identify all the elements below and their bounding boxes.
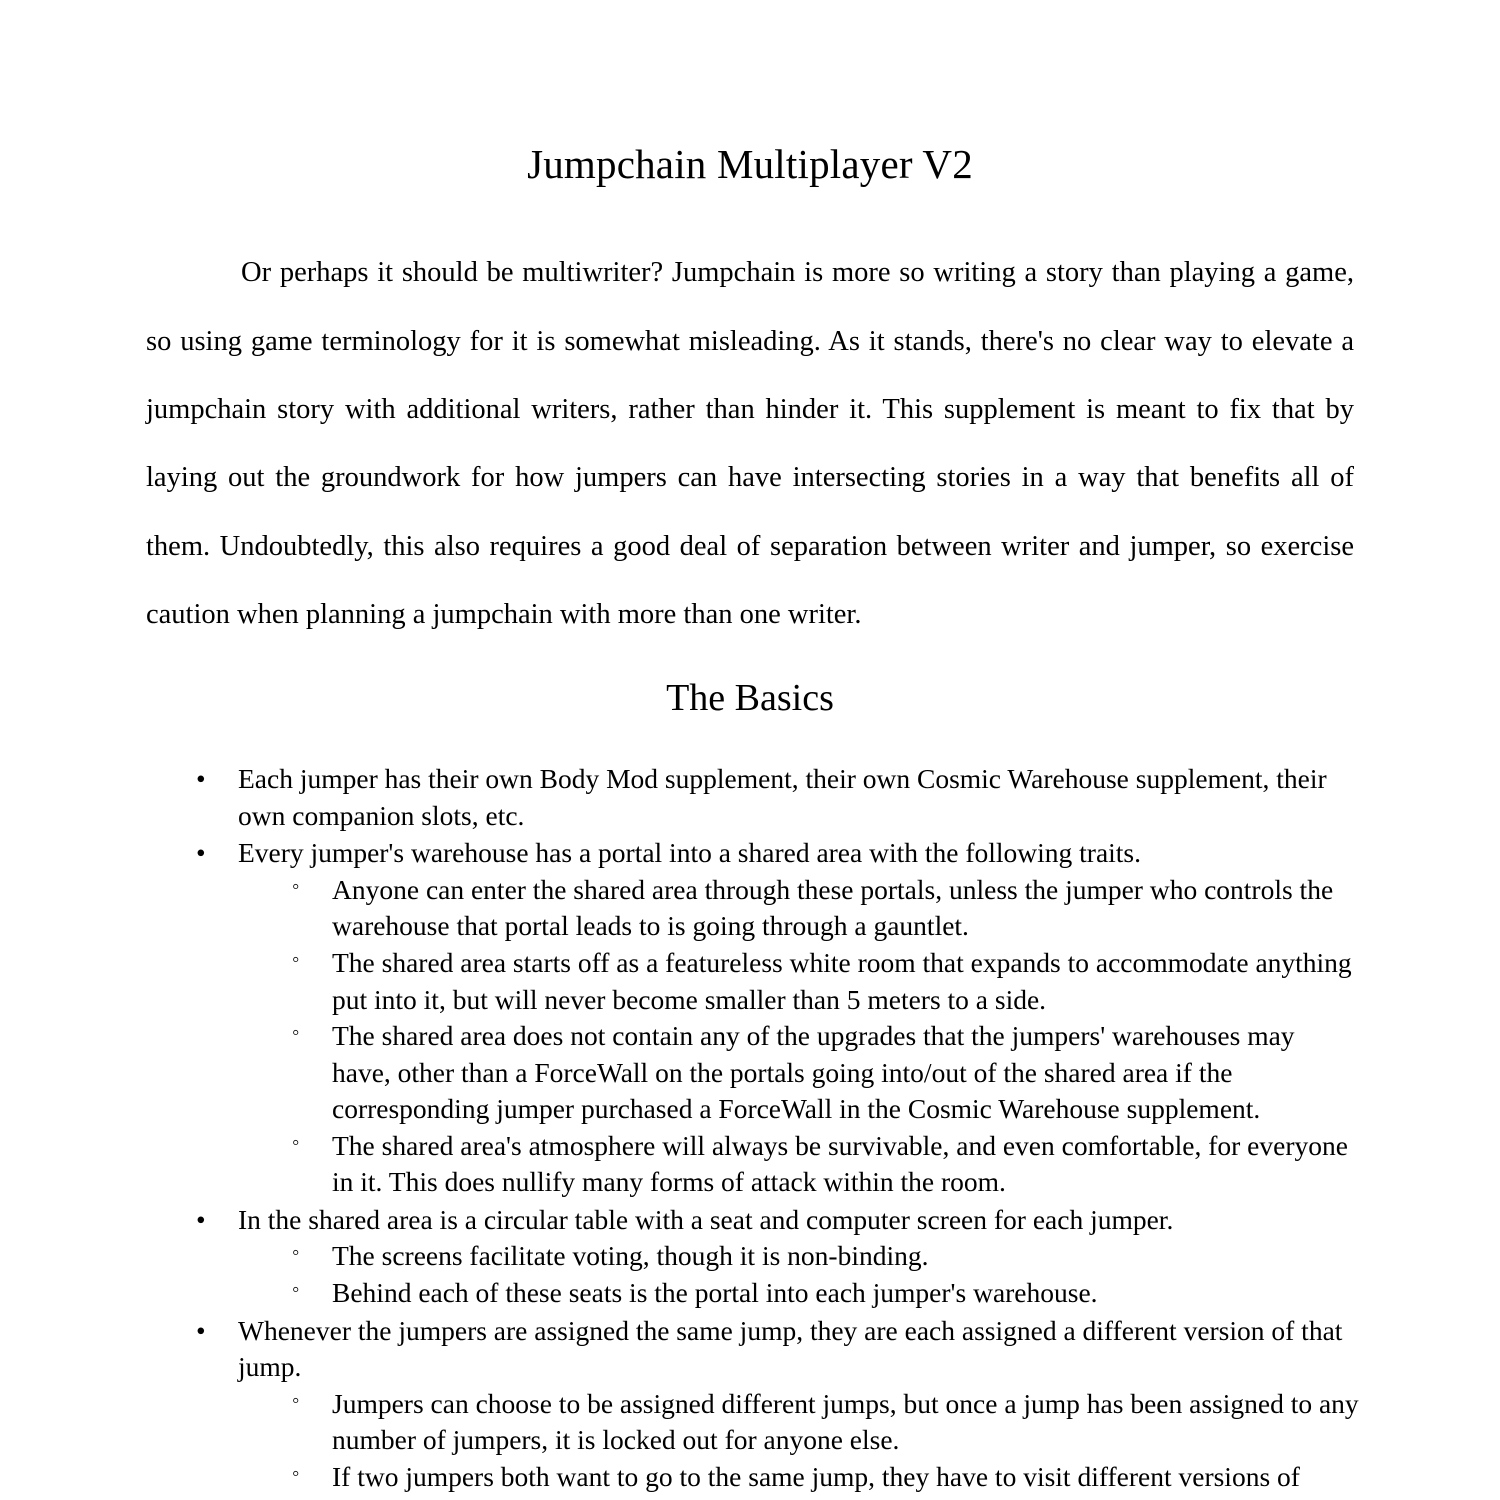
list-item	[188, 835, 1360, 1201]
page-title: Jumpchain Multiplayer V2	[527, 141, 973, 187]
bullet-icon: ◦	[292, 1387, 300, 1412]
bullet-icon: •	[196, 837, 206, 869]
list-item	[188, 1202, 1360, 1312]
list-item-label: Each jumper has their own Body Mod supplement, their own Cosmic Warehouse supplement, their own companion slots, etc.	[238, 763, 1327, 831]
list-item	[286, 1459, 1360, 1496]
list-item-label: The shared area does not contain any of the upgrades that the jumpers' warehouses may have, other than a ForceWall on the portals going into/out of the shared area if the corresponding jumper purchased a ForceWall in the Cosmic Warehouse supplement.	[332, 1020, 1295, 1125]
bullet-icon: ◦	[292, 946, 300, 971]
sub-list	[238, 1238, 1360, 1311]
sub-list	[238, 1386, 1360, 1496]
bullet-icon: ◦	[292, 1240, 300, 1265]
list-item	[286, 872, 1360, 945]
bullet-icon: ◦	[292, 1020, 300, 1045]
basics-list	[140, 761, 1360, 1495]
list-item-label: The shared area starts off as a featureless white room that expands to accommodate anything put into it, but will never become smaller than 5 meters to a side.	[332, 946, 1352, 1015]
bullet-icon: •	[196, 763, 206, 795]
list-item-label: If two jumpers both want to go to the same jump, they have to visit different versions of	[332, 1460, 1300, 1492]
intro-paragraph: Or perhaps it should be multiwriter? Jumpchain is more so writing a story than playing a game, so using game terminology for it is somewhat misleading. As it stands, there's no clear way to elevate a jumpchain story with additional writers, rather than hinder it. This supplement is meant to fix that by laying out the groundwork for how jumpers can have intersecting stories in a way that benefits all of them. Undoubtedly, this also requires a good deal of separation between writer and jumper, so exercise caution when planning a jumpchain with more than one writer.	[146, 257, 1354, 631]
bullet-icon: •	[196, 1314, 206, 1346]
list-item	[188, 761, 1360, 834]
list-item	[286, 1275, 1360, 1312]
list-item-label: The screens facilitate voting, though it is non-binding.	[332, 1240, 929, 1272]
list-item-label: Behind each of these seats is the portal into each jumper's warehouse.	[332, 1277, 1098, 1308]
sub-list	[238, 872, 1360, 1201]
list-item-label: Jumpers can choose to be assigned different jumps, but once a jump has been assigned to any number of jumpers, it is locked out for anyone else.	[332, 1387, 1359, 1456]
bullet-icon: •	[196, 1203, 206, 1235]
list-item-label: Whenever the jumpers are assigned the same jump, they are each assigned a different version of that jump.	[238, 1314, 1343, 1383]
bullet-icon: ◦	[292, 1460, 300, 1485]
bullet-icon: ◦	[292, 873, 300, 898]
list-item	[286, 1238, 1360, 1275]
list-item	[286, 1128, 1360, 1201]
list-item-label: The shared area's atmosphere will always be survivable, and even comfortable, for everyone in it. This does nullify many forms of attack within the room.	[332, 1129, 1348, 1198]
bullet-icon: ◦	[292, 1129, 300, 1154]
list-item	[286, 1386, 1360, 1459]
bullet-icon: ◦	[292, 1277, 300, 1301]
list-item	[188, 1313, 1360, 1496]
list-item-label: Anyone can enter the shared area through these portals, unless the jumper who controls the warehouse that portal leads to is going through a gauntlet.	[332, 873, 1334, 942]
list-item	[286, 1018, 1360, 1128]
list-item	[286, 945, 1360, 1018]
section-heading-the-basics: The Basics	[666, 676, 834, 719]
list-item-label: In the shared area is a circular table with a seat and computer screen for each jumper.	[238, 1203, 1174, 1235]
list-item-label: Every jumper's warehouse has a portal into a shared area with the following traits.	[238, 837, 1142, 869]
